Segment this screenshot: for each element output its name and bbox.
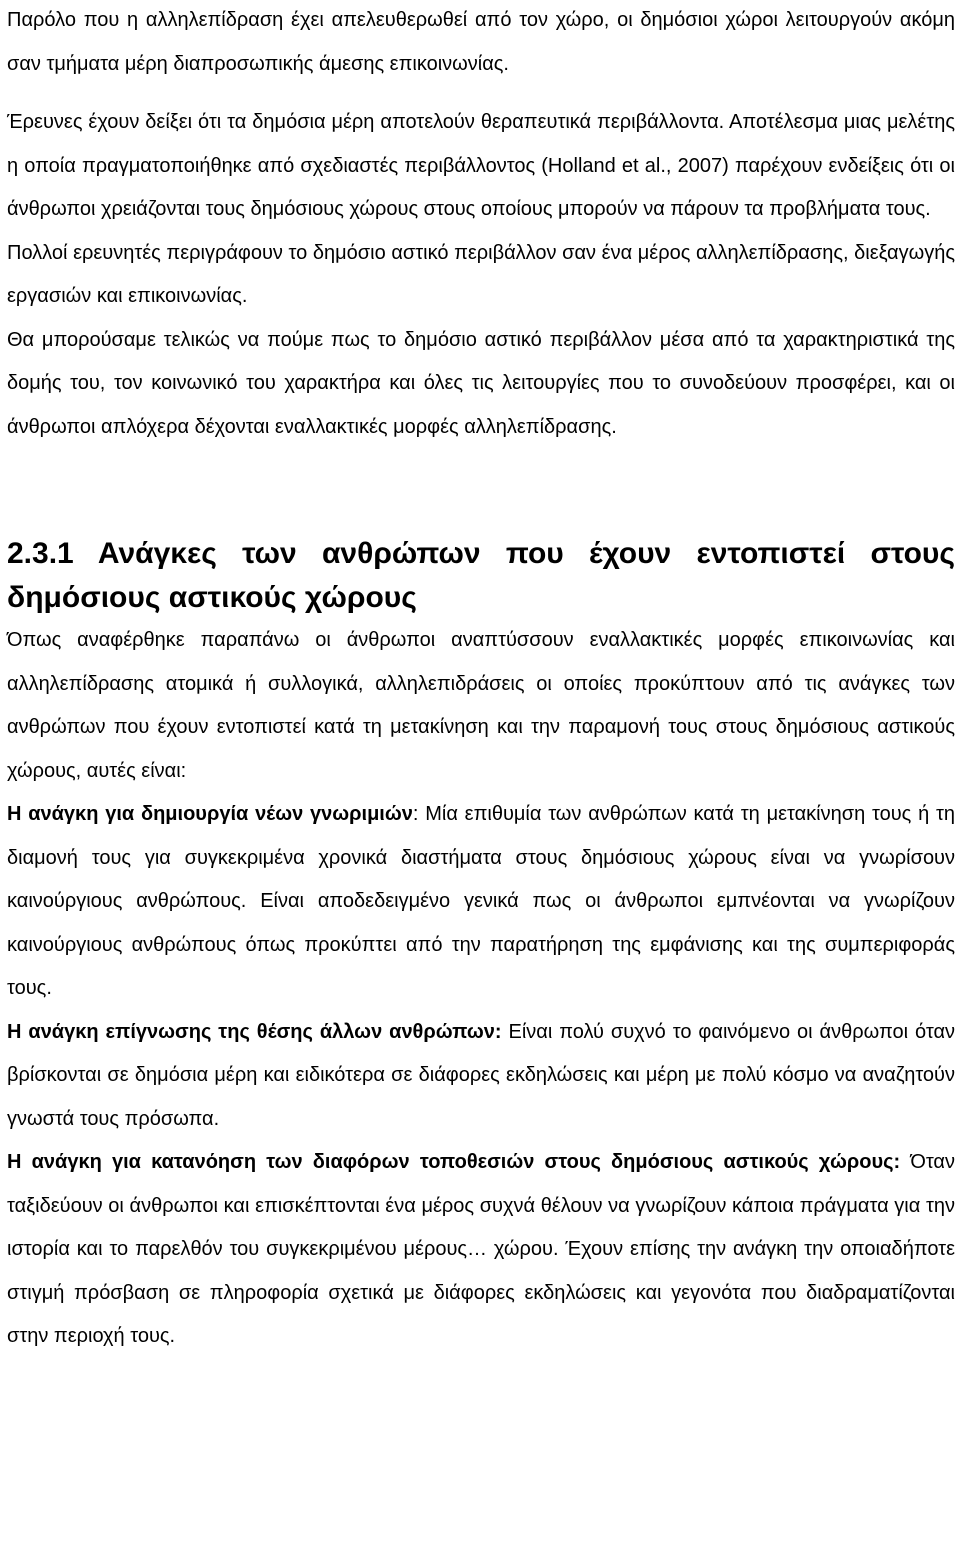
paragraph-intro-1: Παρόλο που η αλληλεπίδραση έχει απελευθερωθεί από τον χώρο, οι δημόσιοι χώροι λειτουργούν ακόμη σαν τμήματα μέρη διαπροσωπικής άμεσης επικοινωνίας. (7, 9, 955, 75)
document-page (7, 0, 955, 1359)
paragraph-intro-3: Πολλοί ερευνητές περιγράφουν το δημόσιο αστικό περιβάλλον σαν ένα μέρος αλληλεπίδρασης, διεξαγωγής εργασιών και επικοινωνίας. (7, 241, 955, 307)
section-title: Ανάγκες των ανθρώπων που έχουν εντοπιστεί στους δημόσιους αστικούς χώρους (7, 537, 955, 614)
need-text: Όταν ταξιδεύουν οι άνθρωποι και επισκέπτονται ένα μέρος συχνά θέλουν να γνωρίζουν κάποια πράγματα για την ιστορία και το παρελθόν του συγκεκριμένου μέρους… χώρου. Έχουν επίσης την ανάγκη την οποιαδήποτε στιγμή πρόσβαση σε πληροφορία σχετικά με διάφορες εκδηλώσεις και γεγονότα που διαδραματίζονται στην περιοχή τους. (7, 1151, 955, 1347)
need-text: Μία επιθυμία των ανθρώπων κατά τη μετακίνηση τους ή τη διαμονή τους για συγκεκριμένα χρονικά διαστήματα στους δημόσιους χώρους είναι να γνωρίσουν καινούργιους ανθρώπους. Είναι αποδεδειγμένο γενικά πως οι άνθρωποι εμπνέονται να γνωρίζουν καινούργιους ανθρώπους όπως προκύπτει από την παρατήρηση της εμφάνισης και της συμπεριφοράς τους. (7, 803, 956, 999)
need-term: Η ανάγκη για δημιουργία νέων γνωριμιών (7, 803, 413, 825)
need-paragraph-new-acquaintances (7, 793, 955, 1011)
need-term: Η ανάγκη επίγνωσης της θέσης άλλων ανθρώπων: (7, 1020, 502, 1043)
need-paragraph-awareness (7, 1011, 955, 1142)
paragraph-intro-2: Έρευνες έχουν δείξει ότι τα δημόσια μέρη αποτελούν θεραπευτικά περιβάλλοντα. Αποτέλεσμα μιας μελέτης η οποία πραγματοποιήθηκε από σχεδιαστές περιβάλλοντος (Holland et al., 2007) παρέχουν ενδείξεις ότι οι άνθρωποι χρειάζονται τους δημόσιους χώρους στους οποίους μπορούν να πάρουν τα προβλήματα τους. (7, 111, 955, 220)
section-number: 2.3.1 (7, 537, 74, 570)
need-text: Είναι πολύ συχνό το φαινόμενο οι άνθρωποι όταν βρίσκονται σε δημόσια μέρη και ειδικότερα σε διάφορες εκδηλώσεις και μέρη με πολύ κόσμο να αναζητούν γνωστά τους πρόσωπα. (7, 1020, 956, 1130)
need-term: Η ανάγκη για κατανόηση των διαφόρων τοποθεσιών στους δημόσιους αστικούς χώρους: (7, 1151, 901, 1173)
need-paragraph-locations (7, 1141, 955, 1359)
section-intro-paragraph: Όπως αναφέρθηκε παραπάνω οι άνθρωποι αναπτύσσουν εναλλακτικές μορφές επικοινωνίας και αλληλεπίδρασης ατομικά ή συλλογικά, αλληλεπιδράσεις οι οποίες προκύπτουν από τις ανάγκες των ανθρώπων που έχουν εντοπιστεί κατά τη μετακίνηση και την παραμονή τους στους δημόσιους αστικούς χώρους, αυτές είναι: (7, 629, 955, 782)
need-separator: : (412, 803, 419, 825)
paragraph-intro-4: Θα μπορούσαμε τελικώς να πούμε πως το δημόσιο αστικό περιβάλλον μέσα από τα χαρακτηριστικά της δομής του, τον κοινωνικό του χαρακτήρα και όλες τις λειτουργίες που το συνοδεύουν προσφέρει, και οι άνθρωποι απλόχερα δέχονται εναλλακτικές μορφές αλληλεπίδρασης. (7, 328, 955, 438)
paragraph-gap (7, 86, 955, 101)
section-heading (7, 532, 955, 619)
section-gap (7, 449, 955, 532)
